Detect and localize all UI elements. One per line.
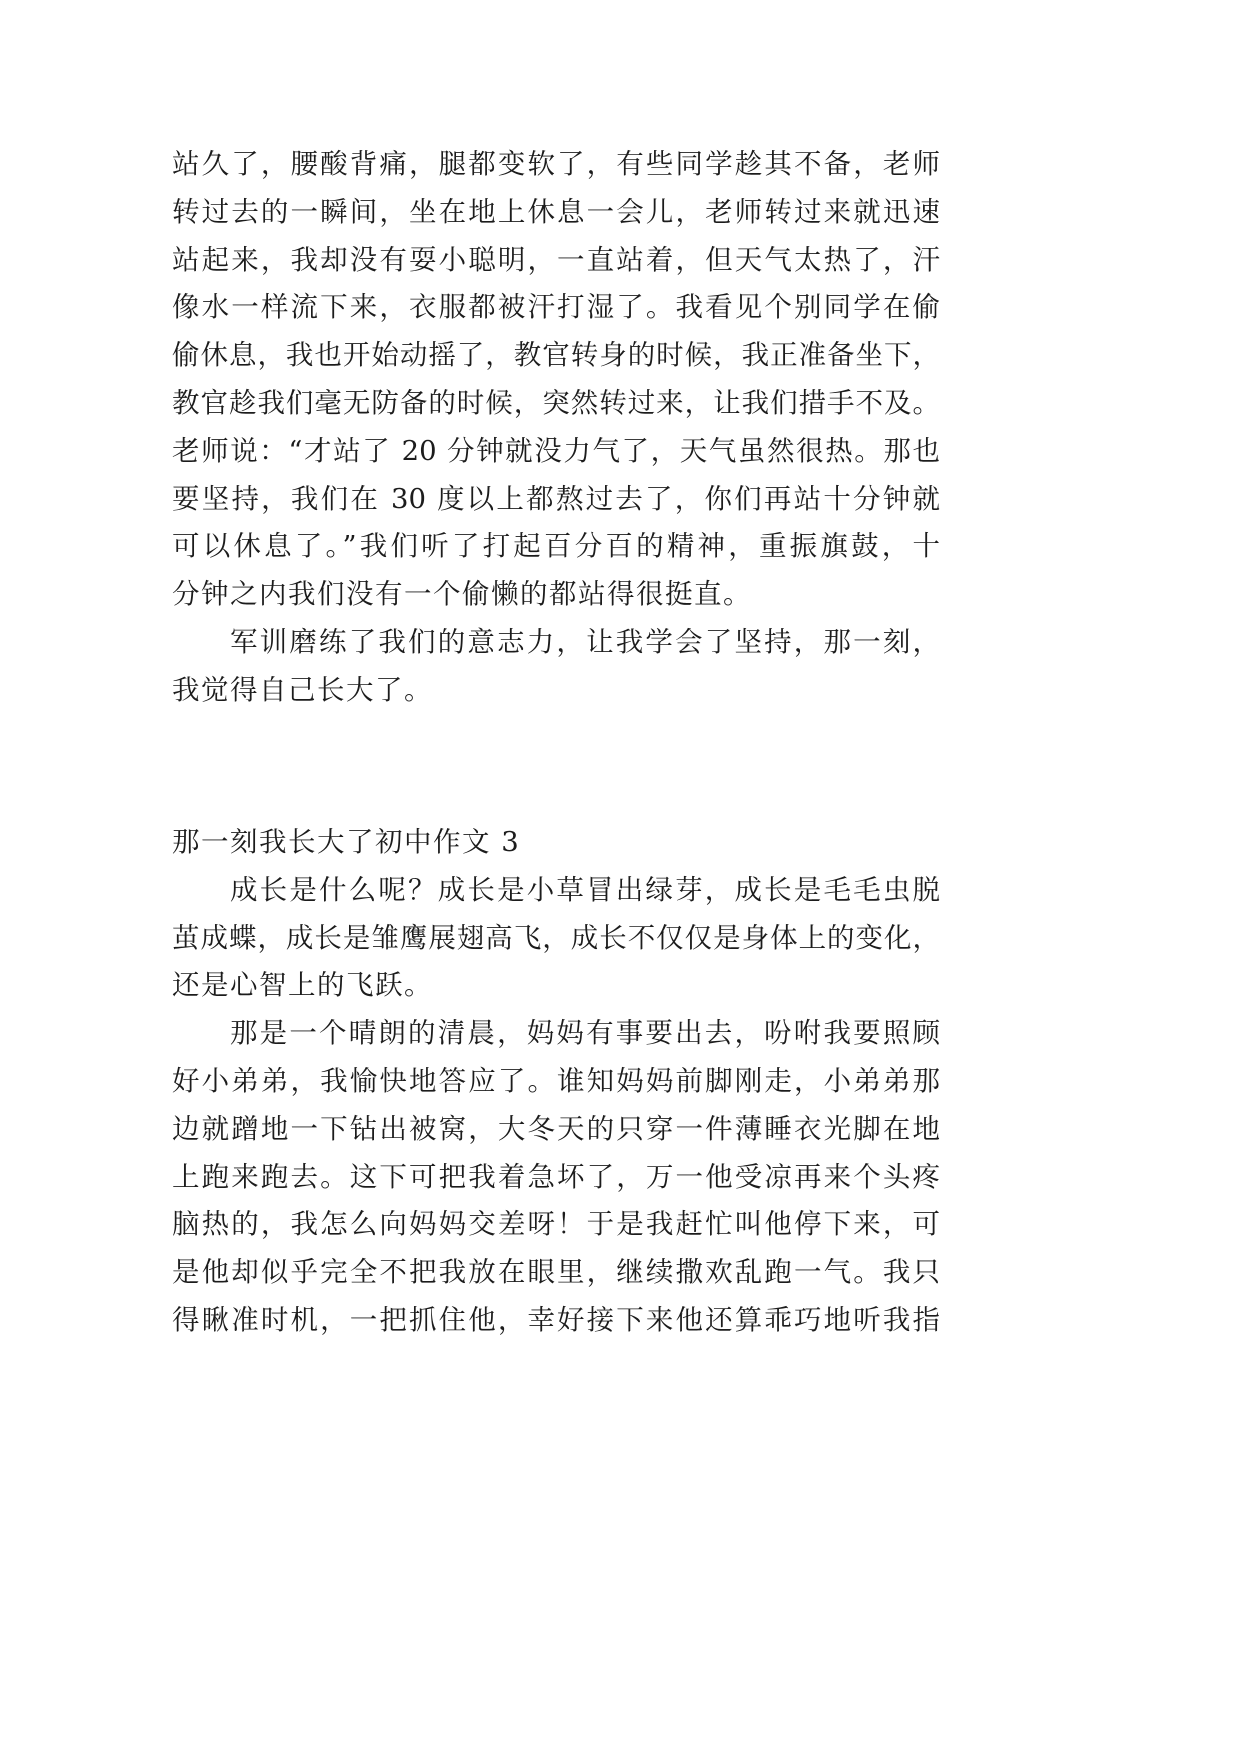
section-heading: 那一刻我长大了初中作文 3 xyxy=(172,826,521,858)
text-line: 茧成蝶，成长是雏鹰展翅高飞，成长不仅仅是身体上的变化， xyxy=(172,921,940,954)
text-line: 分钟之内我们没有一个偷懒的都站得很挺直。 xyxy=(172,578,752,611)
essay-3-section xyxy=(172,819,940,1345)
text-line: 老师说：“才站了 20 分钟就没力气了，天气虽然很热。那也 xyxy=(172,434,940,467)
text-line: 脑热的，我怎么向妈妈交差呀！于是我赶忙叫他停下来，可 xyxy=(172,1208,940,1241)
text-line: 站久了，腰酸背痛，腿都变软了，有些同学趁其不备，老师 xyxy=(172,148,940,180)
text-line: 可以休息了。”我们听了打起百分百的精神，重振旗鼓，十 xyxy=(172,530,940,563)
text-line: 军训磨练了我们的意志力，让我学会了坚持，那一刻， xyxy=(230,625,940,658)
paragraph xyxy=(172,141,940,619)
paragraph xyxy=(172,867,940,1010)
text-line: 那是一个晴朗的清晨，妈妈有事要出去，吩咐我要照顾 xyxy=(230,1017,940,1050)
text-line: 还是心智上的飞跃。 xyxy=(172,969,433,1002)
text-line: 我觉得自己长大了。 xyxy=(172,673,433,706)
text-line: 教官趁我们毫无防备的时候，突然转过来，让我们措手不及。 xyxy=(172,386,940,419)
paragraph xyxy=(172,619,940,715)
text-line: 偷休息，我也开始动摇了，教官转身的时候，我正准备坐下， xyxy=(172,339,940,372)
text-line: 边就蹭地一下钻出被窝，大冬天的只穿一件薄睡衣光脚在地 xyxy=(172,1112,940,1145)
text-line: 站起来，我却没有耍小聪明，一直站着，但天气太热了，汗 xyxy=(172,243,940,276)
text-line: 得瞅准时机，一把抓住他，幸好接下来他还算乖巧地听我指 xyxy=(172,1303,940,1336)
text-line: 成长是什么呢？成长是小草冒出绿芽，成长是毛毛虫脱 xyxy=(230,873,940,906)
text-line: 是他却似乎完全不把我放在眼里，继续撒欢乱跑一气。我只 xyxy=(172,1256,940,1289)
text-line: 像水一样流下来，衣服都被汗打湿了。我看见个别同学在偷 xyxy=(172,291,940,324)
text-line: 上跑来跑去。这下可把我着急坏了，万一他受凉再来个头疼 xyxy=(172,1160,940,1193)
text-line: 好小弟弟，我愉快地答应了。谁知妈妈前脚刚走，小弟弟那 xyxy=(172,1064,940,1097)
previous-essay-section xyxy=(172,141,940,715)
paragraph xyxy=(172,1010,940,1345)
text-line: 转过去的一瞬间，坐在地上休息一会儿，老师转过来就迅速 xyxy=(172,195,940,228)
text-line: 要坚持，我们在 30 度以上都熬过去了，你们再站十分钟就 xyxy=(172,482,940,515)
